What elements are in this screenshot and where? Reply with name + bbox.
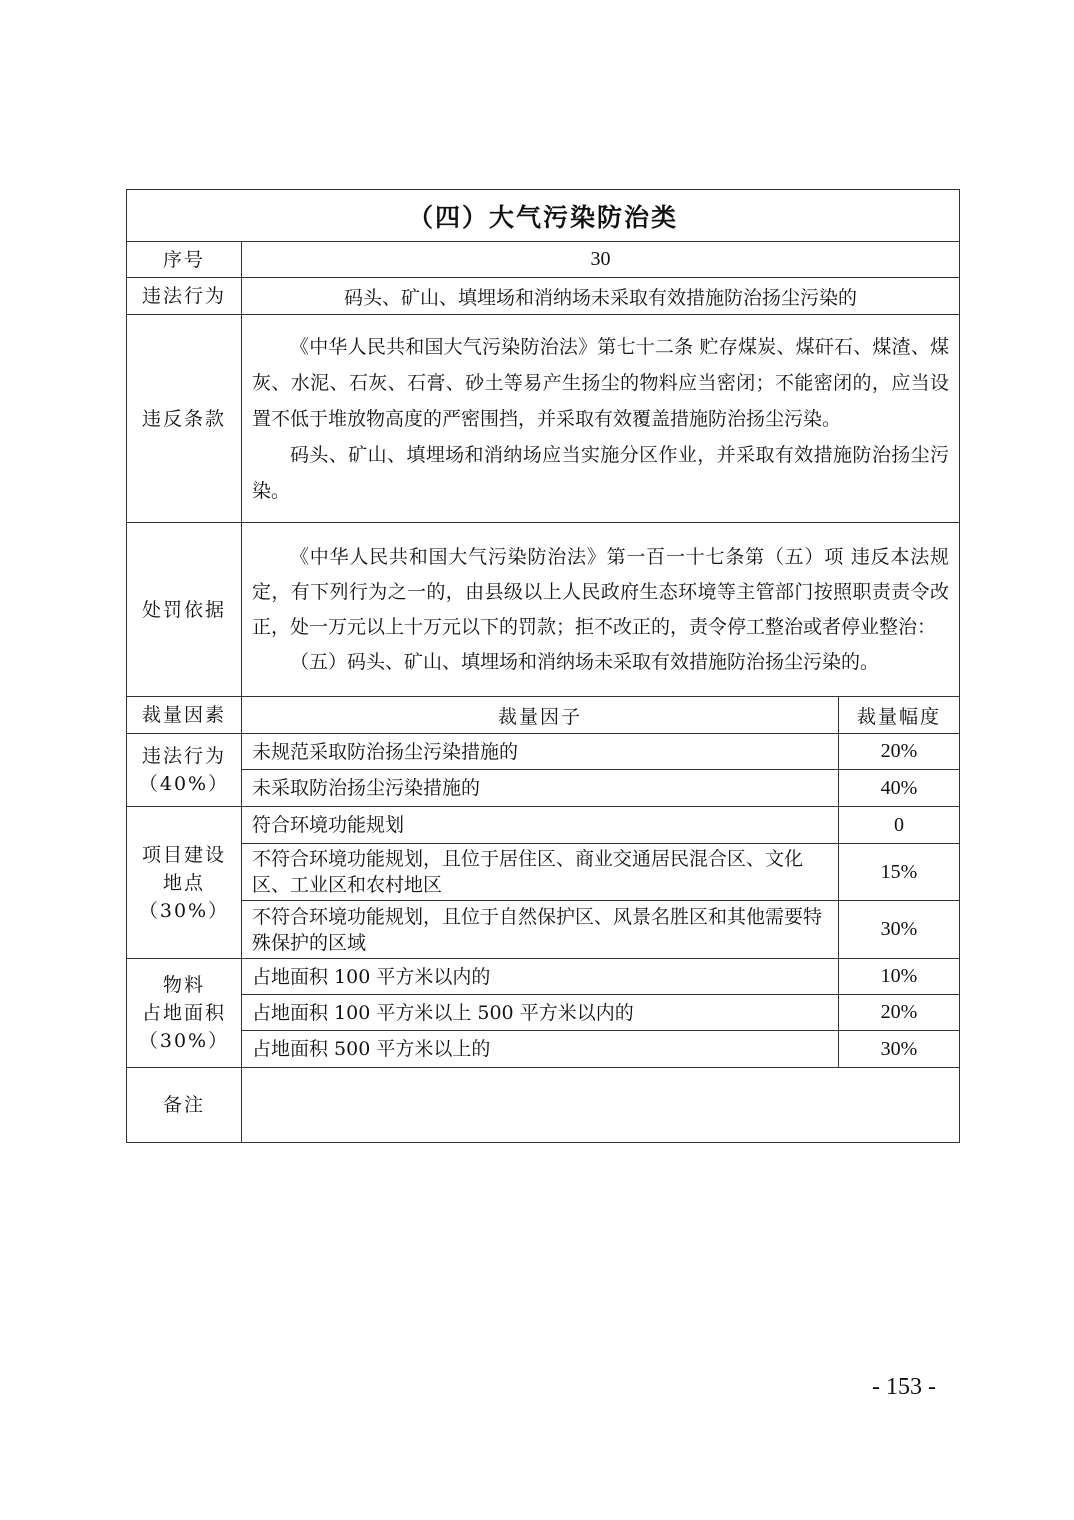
seq-value: 30: [242, 242, 960, 278]
amplitude-cell: 40%: [839, 770, 960, 807]
clause-text: [242, 315, 960, 523]
amplitude-cell: 10%: [839, 959, 960, 995]
factor-cell: 不符合环境功能规划，且位于自然保护区、风景名胜区和其他需要特殊保护的区域: [242, 901, 839, 959]
seq-label: 序号: [127, 242, 242, 278]
violation-label: 违法行为: [127, 278, 242, 315]
clause-label: 违反条款: [127, 315, 242, 523]
penalty-discretion-table: [126, 189, 960, 1143]
group-label-line: 违法行为: [141, 745, 226, 767]
basis-paragraph: （五）码头、矿山、填埋场和消纳场未采取有效措施防治扬尘污染的。: [290, 650, 880, 673]
group-label-line: 物料: [162, 974, 205, 996]
violation-value: 码头、矿山、填埋场和消纳场未采取有效措施防治扬尘污染的: [242, 278, 960, 315]
factor-cell: 占地面积 100 平方米以内的: [242, 959, 839, 995]
table-title: （四）大气污染防治类: [127, 190, 960, 242]
group-label-line: 地点: [162, 871, 205, 894]
group-label-line: （40%）: [138, 773, 230, 795]
factor-cell: 占地面积 500 平方米以上的: [242, 1031, 839, 1068]
factor-cell: 不符合环境功能规划，且位于居住区、商业交通居民混合区、文化区、工业区和农村地区: [242, 844, 839, 901]
amplitude-cell: 20%: [839, 734, 960, 770]
group-label-area: [127, 959, 242, 1068]
factor-cell: 未规范采取防治扬尘污染措施的: [242, 734, 839, 770]
factor-cell: 占地面积 100 平方米以上 500 平方米以内的: [242, 995, 839, 1031]
clause-paragraph: 《中华人民共和国大气污染防治法》第七十二条 贮存煤炭、煤矸石、煤渣、煤灰、水泥、石灰、石膏、砂土等易产生扬尘的物料应当密闭；不能密闭的，应当设置不低于堆放物高度的严密围挡，并采取有效覆盖措施防治扬尘污染。: [252, 335, 950, 430]
factor-cell: 未采取防治扬尘污染措施的: [242, 770, 839, 807]
group-label-violation: [127, 734, 242, 807]
group-label-location: [127, 807, 242, 959]
amplitude-cell: 20%: [839, 995, 960, 1031]
discretion-factor-label: 裁量因素: [127, 697, 242, 734]
basis-label: 处罚依据: [127, 523, 242, 697]
basis-text: [242, 523, 960, 697]
group-label-line: 项目建设: [141, 843, 226, 866]
clause-paragraph: 码头、矿山、填埋场和消纳场应当实施分区作业，并采取有效措施防治扬尘污染。: [252, 443, 950, 502]
amplitude-cell: 30%: [839, 901, 960, 959]
remark-value: [242, 1068, 960, 1143]
amplitude-cell: 30%: [839, 1031, 960, 1068]
amplitude-cell: 0: [839, 807, 960, 844]
remark-label: 备注: [127, 1068, 242, 1143]
factor-cell: 符合环境功能规划: [242, 807, 839, 844]
group-label-line: 占地面积: [141, 1002, 226, 1024]
group-label-line: （30%）: [138, 899, 230, 922]
page-number: - 153 -: [872, 1374, 936, 1400]
amplitude-cell: 15%: [839, 844, 960, 901]
basis-paragraph: 《中华人民共和国大气污染防治法》第一百一十七条第（五）项 违反本法规定，有下列行为之一的，由县级以上人民政府生态环境等主管部门按照职责责令改正，处一万元以上十万元以下的罚款；拒不改正的，责令停工整治或者停业整治：: [252, 545, 950, 638]
group-label-line: （30%）: [138, 1030, 230, 1052]
discretion-amplitude-header: 裁量幅度: [839, 697, 960, 734]
discretion-factor-header: 裁量因子: [242, 697, 839, 734]
